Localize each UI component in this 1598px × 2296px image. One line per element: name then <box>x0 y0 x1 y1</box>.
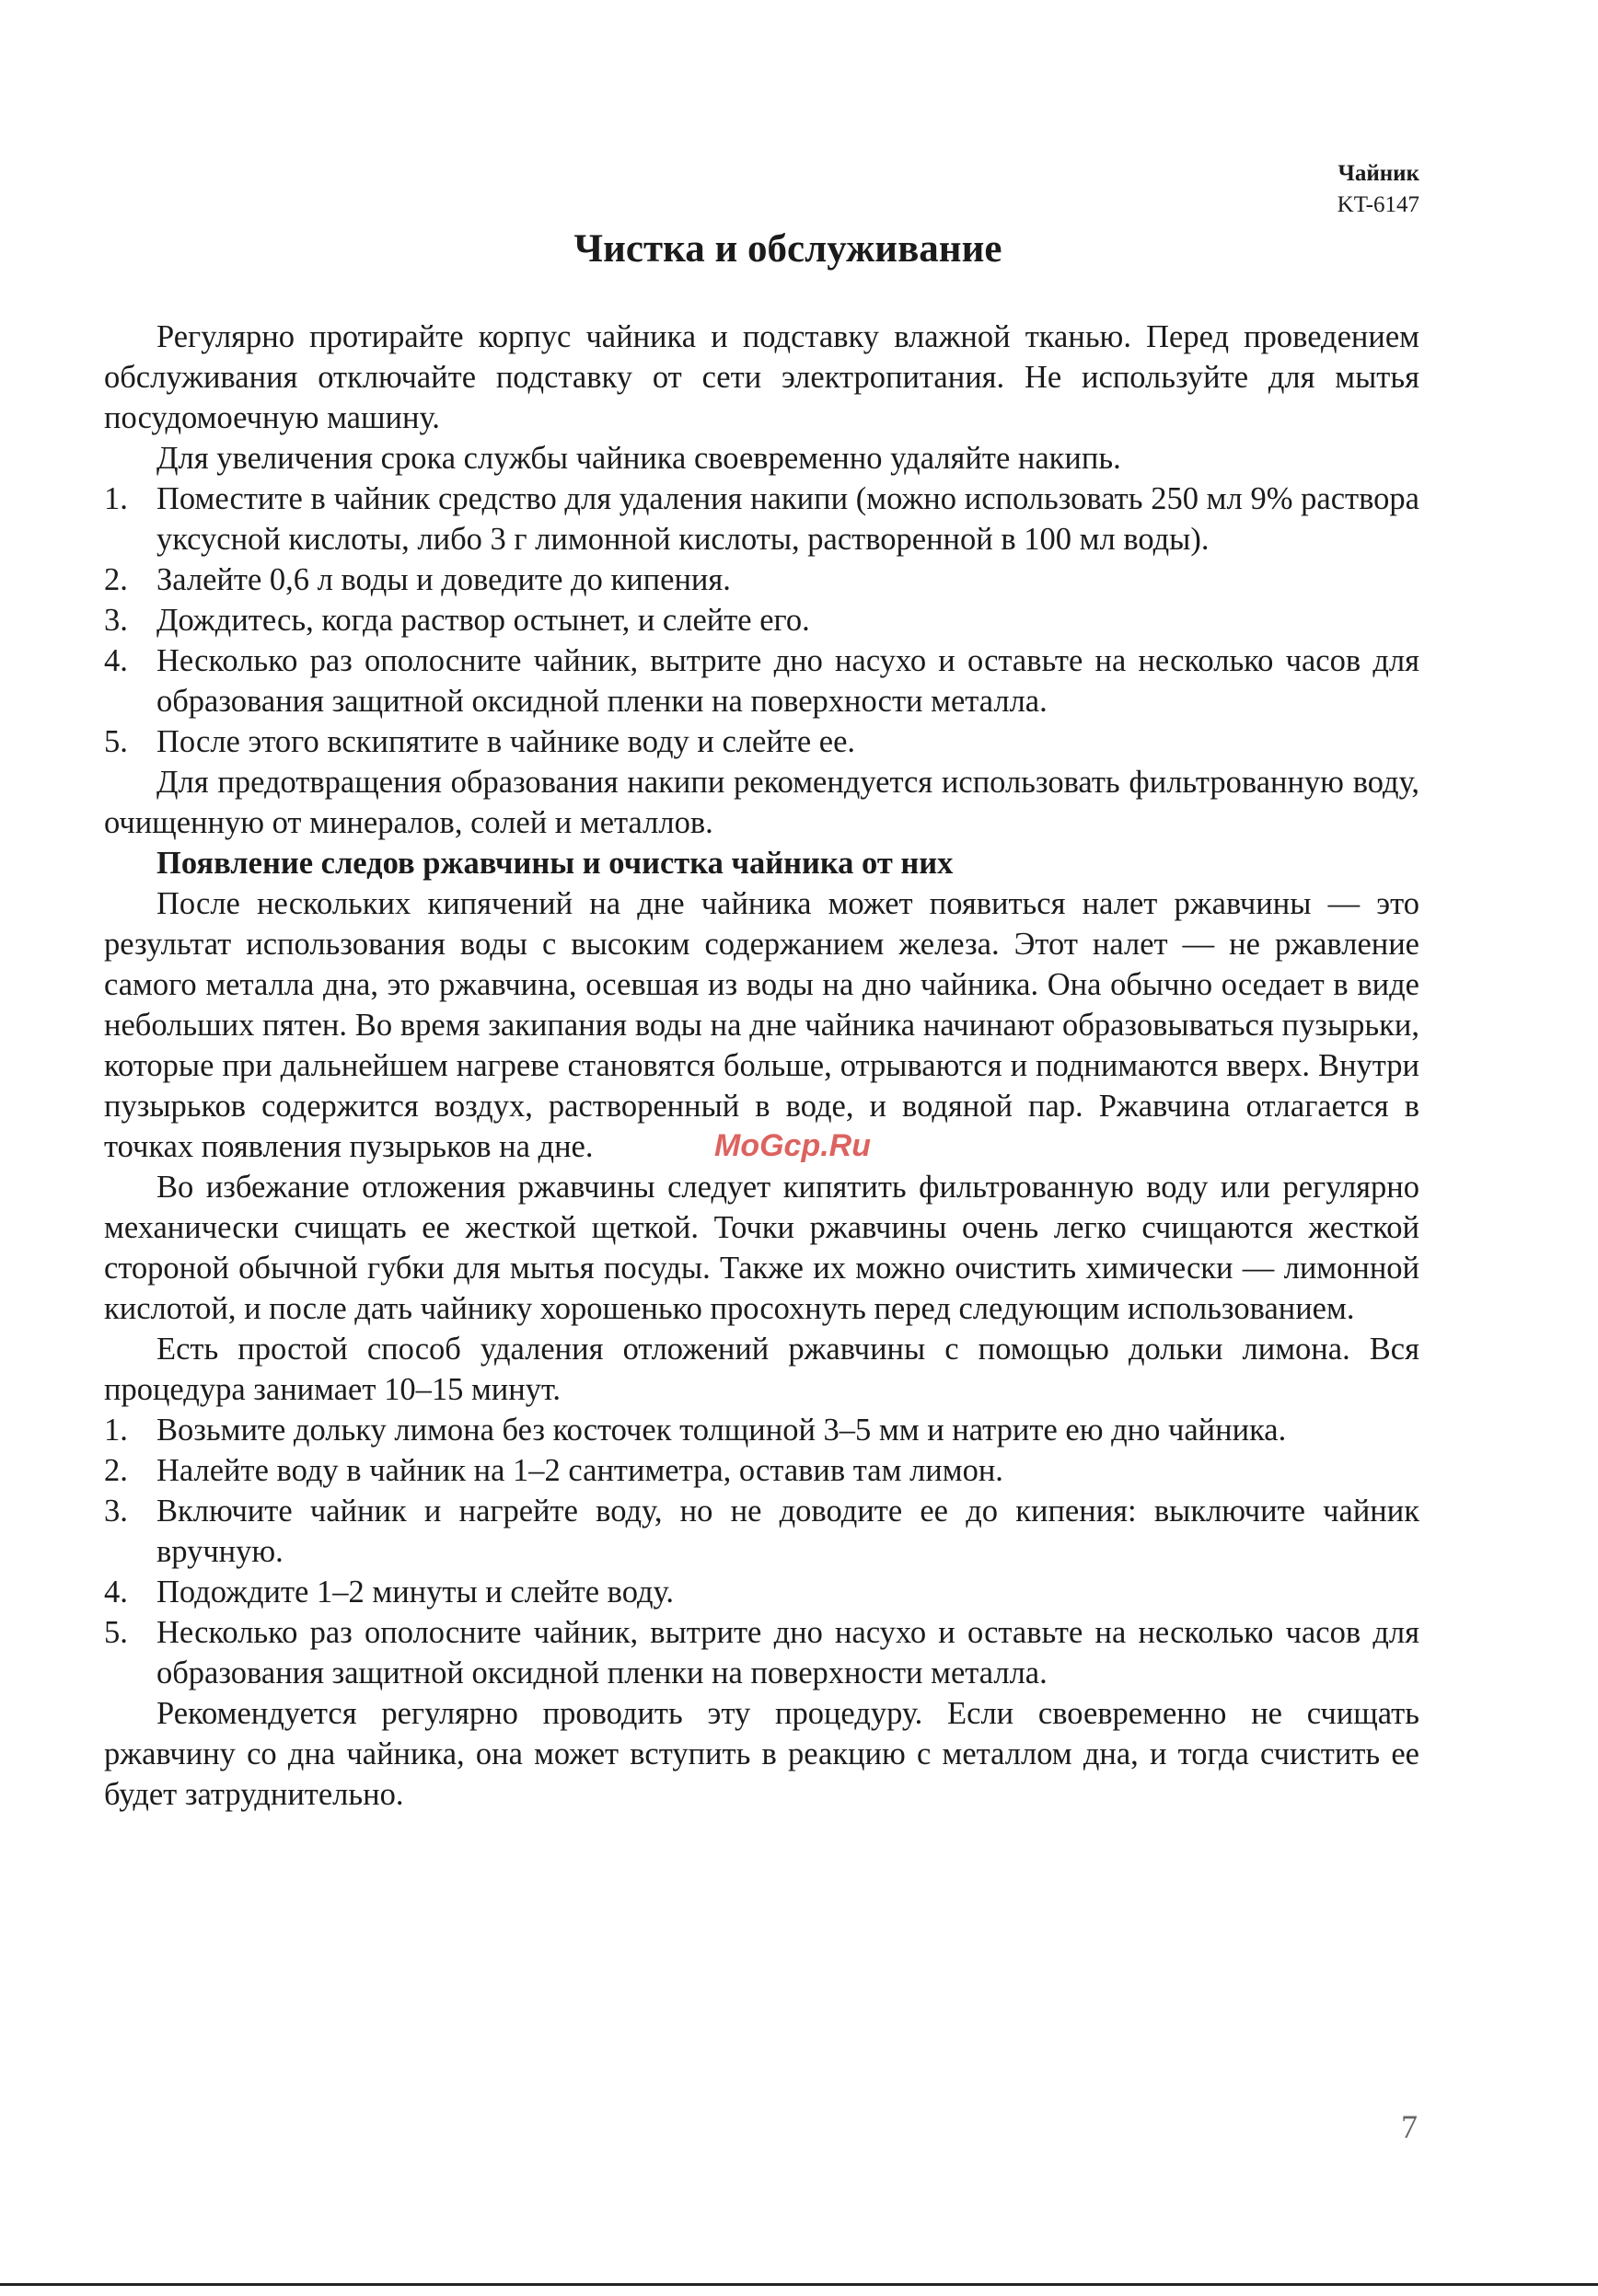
rust-paragraph-2: Во избежание отложения ржавчины следует кипятить фильтрованную воду или регулярно механически счищать ее жесткой щеткой. Точки ржавчины очень легко счищаются жесткой стороной обычной губки для мытья посуды. Также их можно очистить химически — лимонной кислотой, и после дать чайнику хорошенько просохнуть перед следующим использованием. <box>104 1170 1419 1326</box>
list-item-number: 5. <box>104 724 128 759</box>
page-header <box>1337 158 1419 221</box>
list-item-number: 3. <box>104 1494 128 1529</box>
list-item-number: 4. <box>104 1575 128 1610</box>
list-item <box>104 1491 1419 1572</box>
list-item <box>104 560 1419 600</box>
list-item-text: Подождите 1–2 минуты и слейте воду. <box>156 1575 674 1610</box>
list-item-number: 2. <box>104 562 128 597</box>
list-item-text: После этого вскипятите в чайнике воду и слейте ее. <box>156 724 856 759</box>
list-item-text: Залейте 0,6 л воды и доведите до кипения. <box>156 562 731 597</box>
rust-section-heading: Появление следов ржавчины и очистка чайника от них <box>156 846 954 881</box>
prevention-paragraph: Для предотвращения образования накипи рекомендуется использовать фильтрованную воду, очищенную от минералов, солей и металлов. <box>104 765 1419 840</box>
list-item <box>104 479 1419 560</box>
intro-paragraph-1: Регулярно протирайте корпус чайника и подставку влажной тканью. Перед проведением обслуживания отключайте подставку от сети электропитания. Не используйте для мытья посудомоечную машину. <box>104 319 1419 435</box>
list-item-number: 1. <box>104 481 128 516</box>
lemon-steps-list <box>104 1410 1419 1693</box>
list-item <box>104 1450 1419 1491</box>
rust-paragraph-4: Рекомендуется регулярно проводить эту процедуру. Если своевременно не счищать ржавчину со дна чайника, она может вступить в реакцию с металлом дна, и тогда счистить ее будет затруднительно. <box>104 1696 1419 1812</box>
list-item-text: Поместите в чайник средство для удаления накипи (можно использовать 250 мл 9% раствора уксусной кислоты, либо 3 г лимонной кислоты, растворенной в 100 мл воды). <box>156 481 1419 557</box>
rust-paragraph-3: Есть простой способ удаления отложений ржавчины с помощью дольки лимона. Вся процедура занимает 10–15 минут. <box>104 1332 1419 1407</box>
page-title: Чистка и обслуживание <box>573 227 1002 271</box>
rust-paragraph-1: После нескольких кипячений на дне чайника может появиться налет ржавчины — это результат использования воды с высоким содержанием железа. Этот налет — не ржавление самого металла дна, это ржавчина, осевшая из воды на дно чайника. Она обычно оседает в виде небольших пятен. Во время закипания воды на дне чайника начинают образовываться пузырьки, которые при дальнейшем нагреве становятся больше, отрываются и поднимаются вверх. Внутри пузырьков содержится воздух, растворенный в воде, и водяной пар. Ржавчина отлагается в точках появления пузырьков на дне. <box>104 886 1419 1164</box>
list-item <box>104 600 1419 640</box>
list-item-text: Возьмите дольку лимона без косточек толщиной 3–5 мм и натрите ею дно чайника. <box>156 1413 1287 1448</box>
product-name: Чайник <box>1337 161 1419 186</box>
list-item <box>104 721 1419 762</box>
list-item-text: Налейте воду в чайник на 1–2 сантиметра, оставив там лимон. <box>156 1453 1003 1488</box>
watermark: MoGcp.Ru <box>714 1128 871 1163</box>
intro-paragraph-2: Для увеличения срока службы чайника своевременно удаляйте накипь. <box>156 441 1121 476</box>
list-item <box>104 1612 1419 1693</box>
list-item <box>104 1572 1419 1612</box>
list-item-number: 3. <box>104 603 128 638</box>
list-item <box>104 1410 1419 1450</box>
list-item <box>104 640 1419 721</box>
list-item-number: 1. <box>104 1413 128 1448</box>
list-item-text: Включите чайник и нагрейте воду, но не доводите ее до кипения: выключите чайник вручную. <box>156 1494 1419 1569</box>
list-item-text: Несколько раз ополосните чайник, вытрите дно насухо и оставьте на несколько часов для образования защитной оксидной пленки на поверхности металла. <box>156 1615 1419 1690</box>
descale-steps-list <box>104 479 1419 762</box>
list-item-number: 2. <box>104 1453 128 1488</box>
page-number: 7 <box>1401 2108 1418 2145</box>
bottom-rule <box>0 2283 1598 2286</box>
model-number: KT-6147 <box>1337 192 1419 217</box>
list-item-text: Дождитесь, когда раствор остынет, и слейте его. <box>156 603 810 638</box>
list-item-number: 4. <box>104 643 128 678</box>
list-item-text: Несколько раз ополосните чайник, вытрите дно насухо и оставьте на несколько часов для образования защитной оксидной пленки на поверхности металла. <box>156 643 1419 719</box>
main-content <box>104 317 1419 1815</box>
list-item-number: 5. <box>104 1615 128 1650</box>
